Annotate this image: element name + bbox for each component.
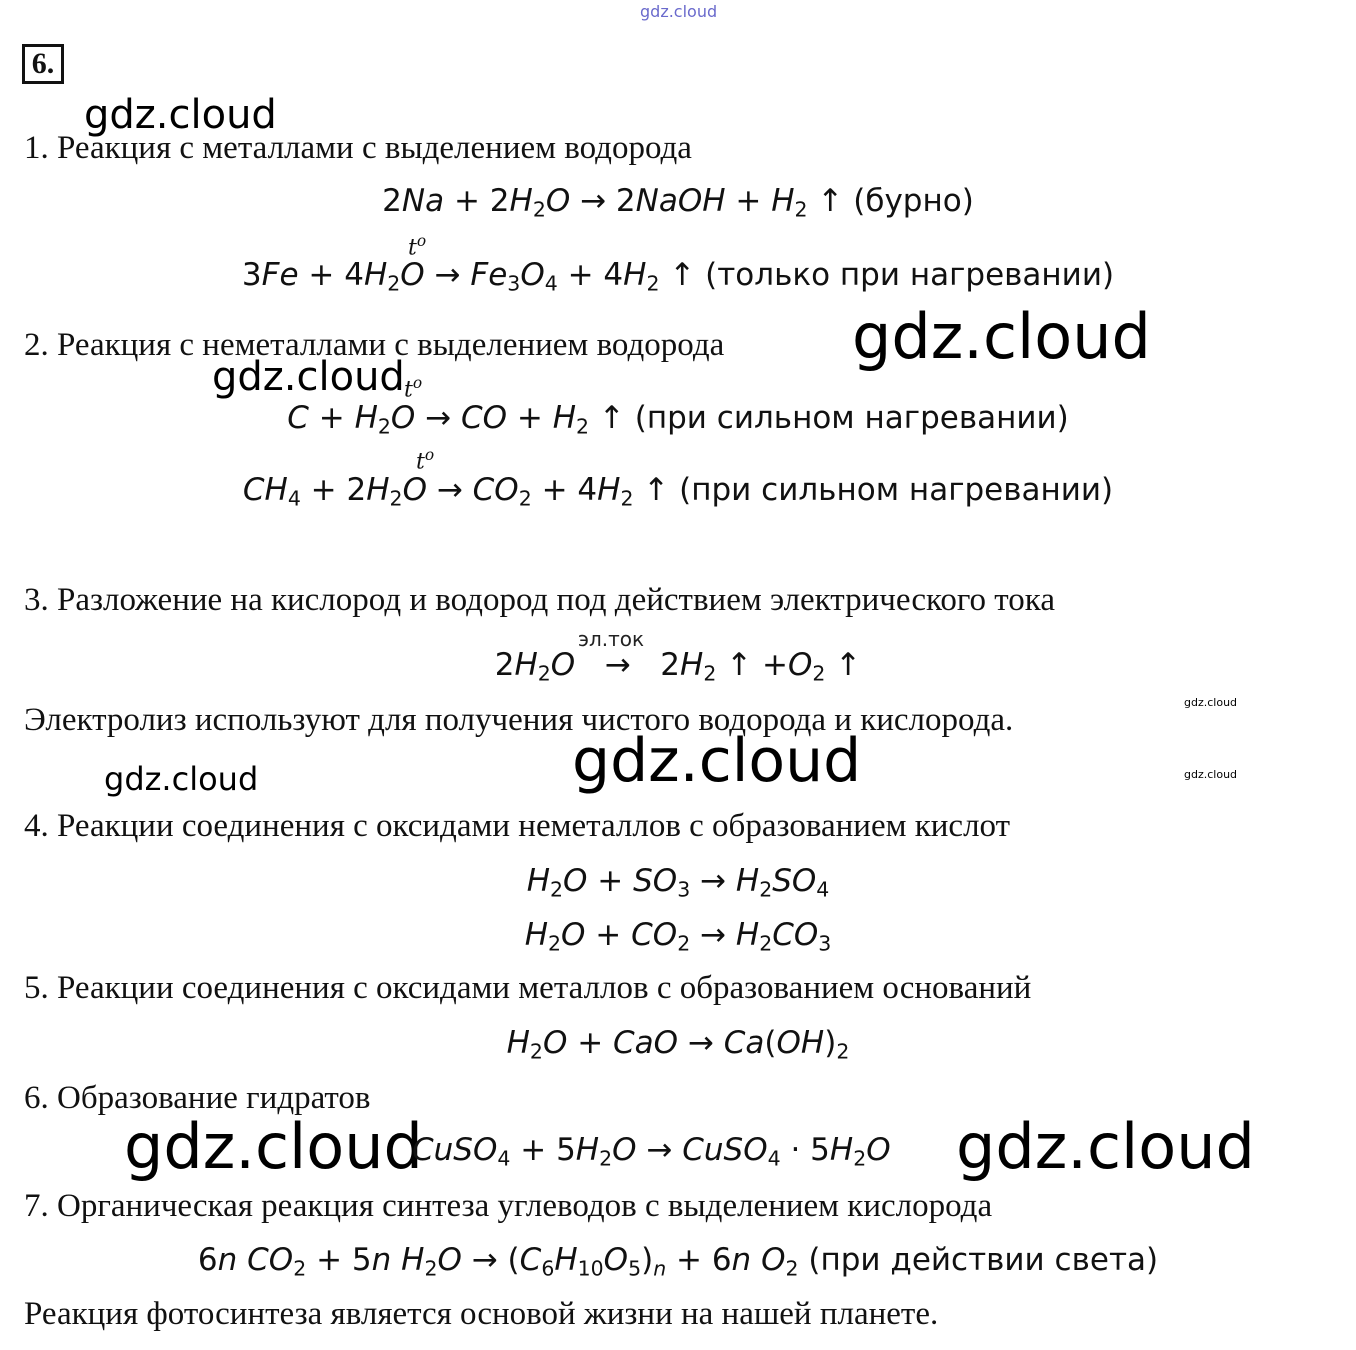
watermark: gdz.cloud: [852, 300, 1151, 373]
equation-c-water: $C + H_2O$ → CO + $H_2$ ↑ (при сильном нагревании): [287, 400, 1069, 439]
section-2-heading: 2. Реакция с неметаллами с выделением водорода: [24, 327, 725, 363]
equation-note: (при сильном нагревании): [634, 400, 1069, 436]
equation-note: (при действии света): [808, 1242, 1159, 1278]
condition-degree: o: [412, 374, 423, 392]
section-7-heading: 7. Органическая реакция синтеза углеводов с выделением кислорода: [24, 1188, 993, 1224]
equation-so3: $H_2O + SO_3 \to H_2SO_4$: [526, 863, 830, 902]
equation-photosynthesis: 6n $CO_2 + 5n$ $H_2O \to (C_6H_{10}O_5)_n + 6n$ $O_2$ (при действии света): [197, 1242, 1159, 1281]
section-3-heading: 3. Разложение на кислород и водород под действием электрического тока: [24, 582, 1055, 618]
equation-co2: $H_2O + CO_2 \to H_2CO_3$: [524, 917, 832, 956]
section-6-heading: 6. Образование гидратов: [24, 1080, 371, 1116]
section-4-heading: 4. Реакции соединения с оксидами неметаллов с образованием кислот: [24, 808, 1011, 844]
equation-hydrate: CuSO$_4$ + $5H_2O$ → CuSO$_4$ · $5H_2O$: [412, 1132, 891, 1171]
equation-note: (при сильном нагревании): [679, 472, 1114, 508]
equation-na-water: $2Na + 2H_2O$ → 2NaOH + $H_2$ ↑ (бурно): [382, 183, 974, 222]
condition-degree: o: [416, 232, 427, 250]
equation-electrolysis: $2H_2O \to 2H_2$ ↑ $+O_2$ ↑: [494, 647, 862, 686]
watermark: gdz.cloud: [1184, 696, 1238, 709]
equation-note: (бурно): [853, 183, 974, 219]
equation-cao: $H_2O$ + CaO → $Ca(OH)_2$: [506, 1025, 850, 1064]
watermark: gdz.cloud: [212, 354, 405, 400]
condition-t: t: [404, 377, 413, 403]
watermark: gdz.cloud: [956, 1110, 1255, 1183]
watermark: gdz.cloud: [572, 726, 862, 796]
watermark: gdz.cloud: [84, 92, 277, 138]
section-7-text: Реакция фотосинтеза является основой жизни на нашей планете.: [24, 1296, 939, 1332]
section-1-heading: 1. Реакция с металлами с выделением водорода: [24, 130, 692, 166]
condition-degree: o: [424, 446, 435, 464]
watermark: gdz.cloud: [124, 1110, 423, 1183]
watermark: gdz.cloud: [104, 760, 259, 798]
condition-electric-current: эл.ток: [578, 627, 645, 651]
equation-fe-water: $3Fe + 4H_2O \to Fe_3O_4 + 4H_2$ ↑ (только при нагревании): [241, 257, 1115, 296]
condition-t: t: [416, 449, 425, 475]
section-3-text: Электролиз используют для получения чистого водорода и кислорода.: [24, 702, 1014, 738]
watermark: gdz.cloud: [1184, 768, 1238, 781]
equation-note: (только при нагревании): [705, 257, 1115, 293]
task-number: 6.: [22, 44, 64, 84]
watermark-top: gdz.cloud: [640, 2, 718, 21]
section-5-heading: 5. Реакции соединения с оксидами металлов с образованием оснований: [24, 970, 1032, 1006]
condition-t: t: [408, 235, 417, 261]
equation-ch4-water: $CH_4 + 2H_2O \to CO_2 + 4H_2$ ↑ (при сильном нагревании): [242, 472, 1114, 511]
